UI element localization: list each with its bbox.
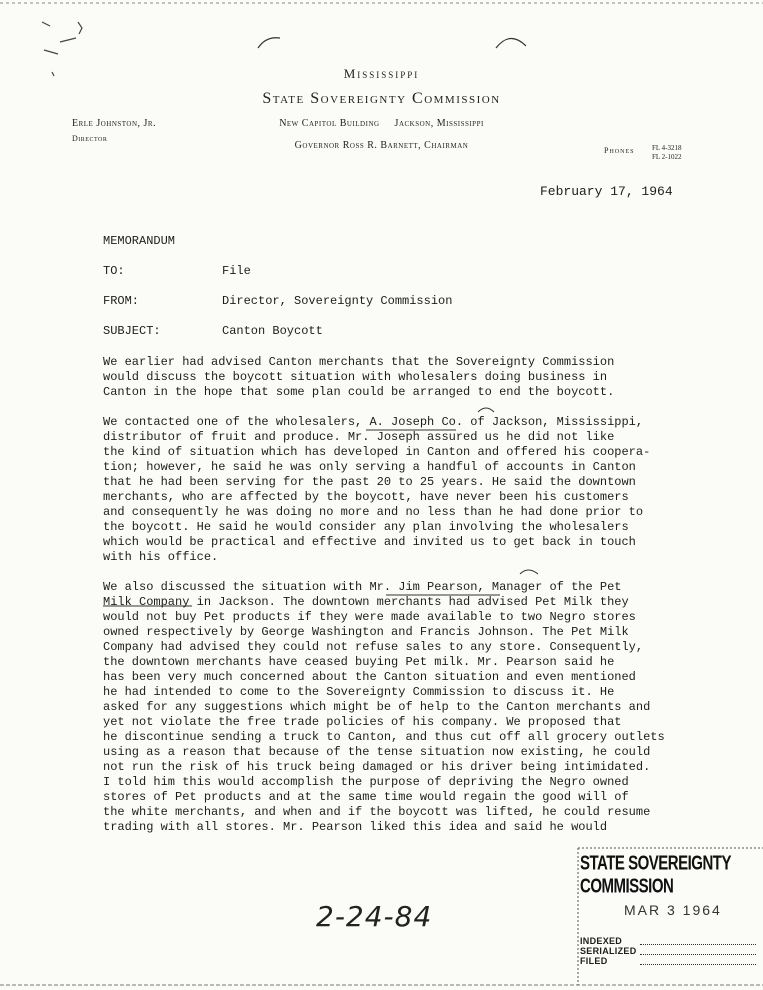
filing-stamp [576,846,763,990]
from-value: Director, Sovereignty Commission [222,294,453,308]
stamp-indexed: INDEXED [580,936,623,946]
paragraph-2 [103,415,703,565]
letterhead-commission: State Sovereignty Commission [262,90,501,107]
stamp-indexed-line [640,936,756,945]
stamp-serialized-line [640,946,756,955]
text-line: Company had advised they could not refuse sales to any store. Consequently, [103,640,644,654]
text-line: the kind of situation which has developed in Canton and offered his coopera- [103,445,651,459]
letterhead-address: New Capitol Building Jackson, Mississippi [279,118,484,129]
stamp-serialized: SERIALIZED [580,946,637,956]
text-line: Milk Company in Jackson. The downtown merchants had advised Pet Milk they [103,595,629,609]
text-line: he had intended to come to the Sovereignty Commission to discuss it. He [103,685,615,699]
text-line: distributor of fruit and produce. Mr. Joseph assured us he did not like [103,430,615,444]
phone-2: FL 2-1022 [652,153,682,161]
phone-numbers [652,144,682,162]
letterhead-state: Mississippi [343,66,420,81]
to-value: File [222,264,251,278]
text-line: I told him this would accomplish the purpose of depriving the Negro owned [103,775,629,789]
text-line: Canton in the hope that some plan could be arranged to end the boycott. [103,385,615,399]
handwritten-number: 2-24-84 [316,900,433,933]
text-line: the white merchants, and when and if the boycott was lifted, he could resume [103,805,651,819]
paragraph-1 [103,355,703,400]
text-line: We contacted one of the wholesalers, A. Joseph Co. of Jackson, Mississippi, [103,415,644,429]
memo-heading: MEMORANDUM [103,234,176,248]
letterhead-governor: Governor Ross R. Barnett, Chairman [294,140,469,151]
subject-label: SUBJECT: [103,324,161,338]
stamp-title: STATE SOVEREIGNTY COMMISSION [580,852,731,898]
text-line: yet not violate the free trade policies of his company. We proposed that [103,715,622,729]
stamp-filed: FILED [580,956,608,966]
text-line: that he had been serving for the past 20 to 25 years. He said the downtown [103,475,636,489]
text-line: he discontinue sending a truck to Canton, and thus cut off all grocery outlets [103,730,665,744]
text-line: and consequently he was doing no more and no less than he had done prior to [103,505,644,519]
to-label: TO: [103,264,125,278]
text-line: with his office. [103,550,219,564]
stamp-date: MAR 3 1964 [624,902,722,918]
subject-value: Canton Boycott [222,324,323,338]
memo-date: February 17, 1964 [540,184,673,199]
text-line: owned respectively by George Washington and Francis Johnson. The Pet Milk [103,625,629,639]
from-label: FROM: [103,294,140,308]
text-line: not run the risk of his truck being damaged or his driver being intimidated. [103,760,651,774]
stamp-filed-line [640,956,756,965]
text-line: tion; however, he said he was only serving a handful of accounts in Canton [103,460,636,474]
text-line: merchants, who are affected by the boycott, have never been his customers [103,490,629,504]
text-line: the downtown merchants have ceased buying Pet milk. Mr. Pearson said he [103,655,615,669]
text-line: which would be practical and effective and invited us to get back in touch [103,535,636,549]
text-line: trading with all stores. Mr. Pearson liked this idea and said he would [103,820,608,834]
director-title: Director [72,134,108,143]
text-line: using as a reason that because of the tense situation now existing, he could [103,745,651,759]
text-line: We also discussed the situation with Mr. Jim Pearson, Manager of the Pet [103,580,622,594]
phone-1: FL 4-3218 [652,144,682,152]
text-line: has been very much concerned about the Canton situation and even mentioned [103,670,636,684]
text-line: stores of Pet products and at the same time would regain the good will of [103,790,629,804]
text-line: the boycott. He said he would consider any plan involving the wholesalers [103,520,629,534]
text-line: would discuss the boycott situation with wholesalers doing business in [103,370,608,384]
director-name: Erle Johnston, Jr. [72,118,157,129]
text-line: would not buy Pet products if they were made available to two Negro stores [103,610,636,624]
text-line: asked for any suggestions which might be of help to the Canton merchants and [103,700,651,714]
text-line: We earlier had advised Canton merchants that the Sovereignty Commission [103,355,615,369]
paragraph-3 [103,580,703,835]
phones-label: Phones [604,146,635,155]
